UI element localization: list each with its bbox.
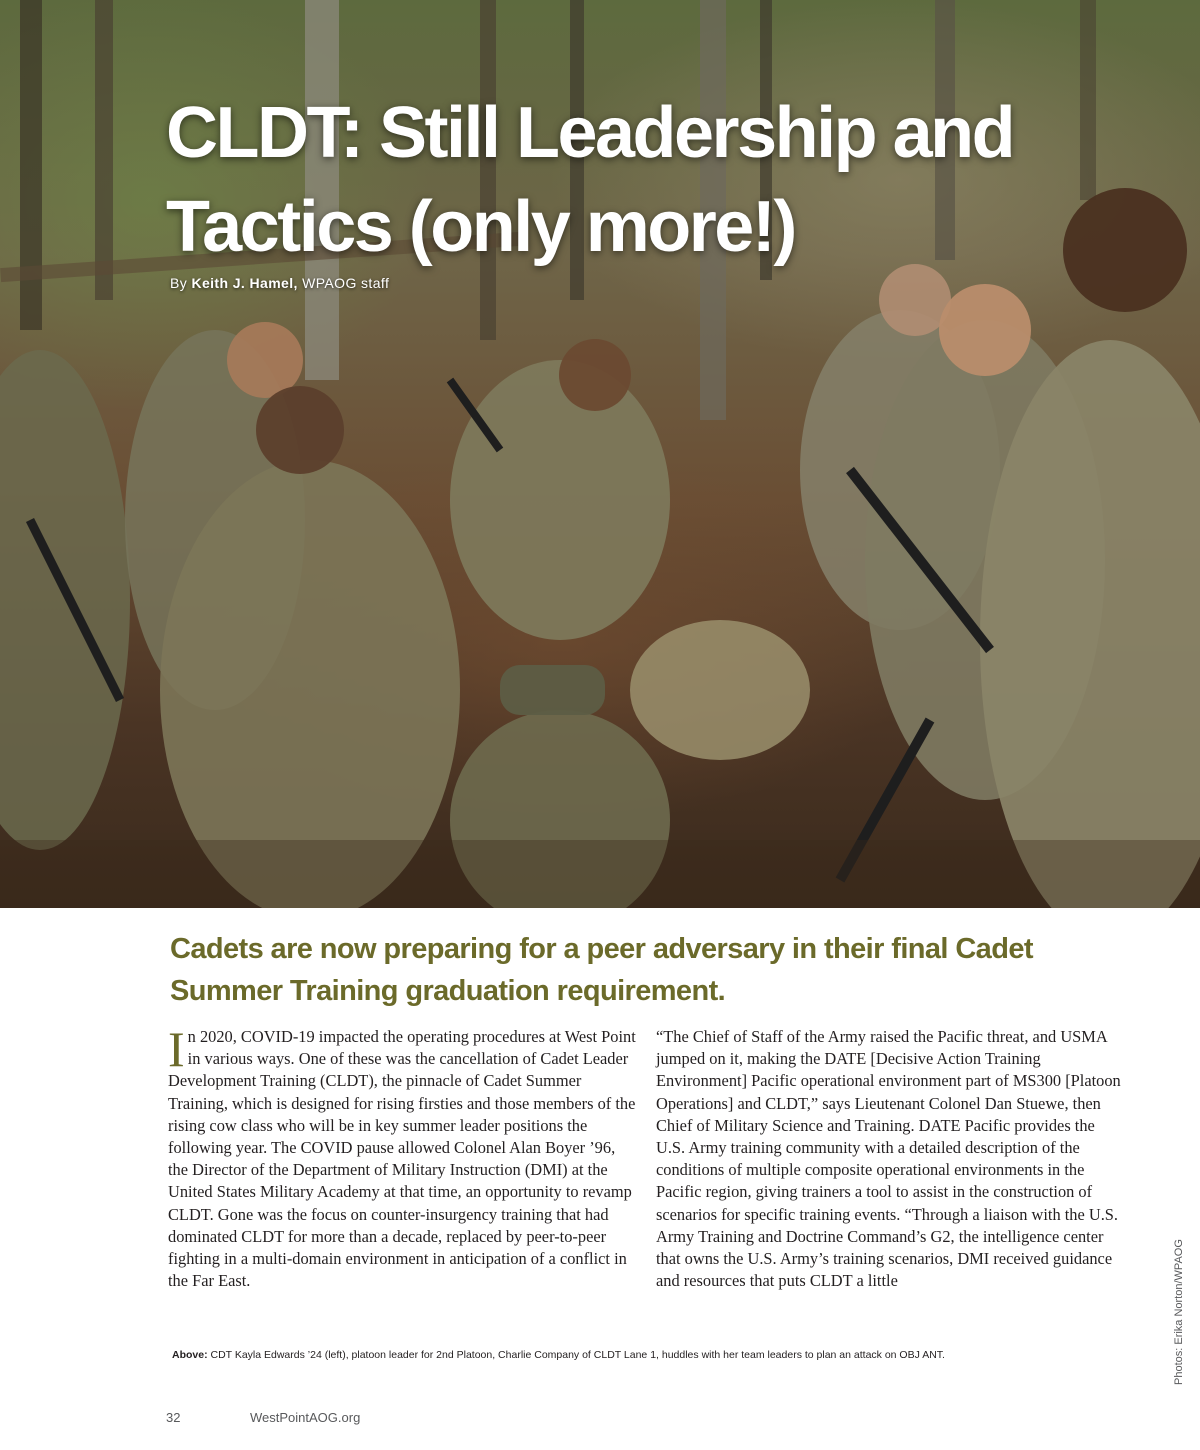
byline-prefix: By [170,275,188,291]
article-title-line-2: Tactics (only more!) [166,187,795,267]
body-paragraph-2: “The Chief of Staff of the Army raised the Pacific threat, and USMA jumped on it, making the DATE [Decisive Action Training Environment] Pacific operational environment part of MS300 [Platoon Operations] and CLDT,” says Lieutenant Colonel Dan Stuewe, then Chief of Military Science and Training. DATE Pacific provides the U.S. Army training community with a detailed description of the conditions of multiple composite operational environments in the Pacific region, giving trainers a tool to assist in the construction of scenarios for specific training events. “Through a liaison with the U.S. Army Training and Doctrine Command’s G2, the intelligence center that owns the U.S. Army’s training scenarios, DMI received guidance and resources that puts CLDT a little [656,1027,1121,1291]
caption-text: CDT Kayla Edwards ’24 (left), platoon leader for 2nd Platoon, Charlie Company of CLDT Lane 1, huddles with her team leaders to plan an attack on OBJ ANT. [210,1349,945,1361]
byline-suffix: WPAOG staff [302,275,390,291]
photo-credit: Photos: Erika Norton/WPAOG [1173,1239,1185,1385]
article-title [166,86,1066,274]
body-column-right [656,1026,1126,1292]
drop-cap: I [168,1021,185,1077]
photo-caption [172,1349,1132,1361]
body-column-left [168,1021,636,1292]
footer-website: WestPointAOG.org [250,1410,361,1425]
byline-author: Keith J. Hamel, [191,275,298,291]
page-number: 32 [166,1410,181,1425]
caption-label: Above: [172,1349,208,1361]
article-deck: Cadets are now preparing for a peer adversary in their final Cadet Summer Training graduation requirement. [170,933,1033,1007]
byline [170,275,389,291]
body-paragraph-1-text: n 2020, COVID-19 impacted the operating procedures at West Point in various ways. One of these was the cancellation of Cadet Leader Development Training (CLDT), the pinnacle of Cadet Summer Training, which is designed for rising firsties and those members of the rising cow class who will be in key summer leader positions the following year. The COVID pause allowed Colonel Alan Boyer ’96, the Director of the Department of Military Instruction (DMI) at the United States Military Academy at that time, an opportunity to revamp CLDT. Gone was the focus on counter-insurgency training that had dominated CLDT for more than a decade, replaced by peer-to-peer fighting in a multi-domain environment in anticipation of a conflict in the Far East. [168,1027,636,1291]
article-title-line-1: CLDT: Still Leadership and [166,93,1014,173]
body-paragraph-1 [168,1021,636,1292]
